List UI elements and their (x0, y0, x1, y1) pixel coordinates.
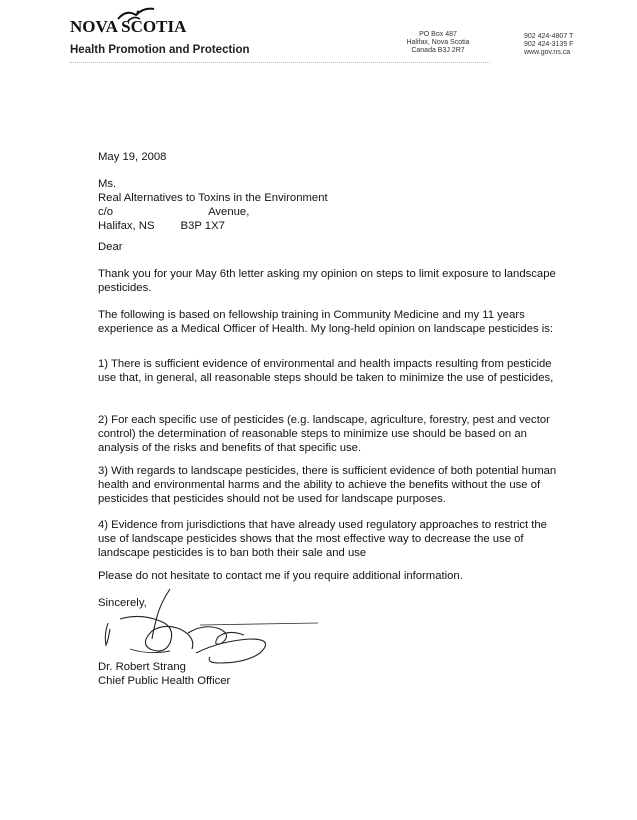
letterhead-contact (524, 33, 604, 57)
signer-title: Chief Public Health Officer (98, 675, 231, 687)
body-paragraph: 1) There is sufficient evidence of environmental and health impacts resulting from pesticide use that, in general, all reasonable steps should be taken to minimize the use of pesticides, (98, 358, 554, 384)
address-line: Canada B3J 2R7 (411, 47, 465, 54)
address-line: PO Box 487 (419, 31, 457, 38)
address-line: Halifax, Nova Scotia (406, 39, 470, 46)
body-paragraph: 3) With regards to landscape pesticides, there is sufficient evidence of both potential human health and environmental harms and the ability to achieve the benefits without the use of pesticides that pesticides should not be used for landscape purposes. (98, 465, 557, 505)
nova-scotia-logo (70, 5, 220, 45)
letter-date: May 19, 2008 (98, 151, 167, 163)
recipient-city-line (98, 219, 225, 233)
department-name: Health Promotion and Protection (70, 44, 250, 56)
body-paragraph: Thank you for your May 6th letter asking my opinion on steps to limit exposure to landscape pesticides. (98, 268, 556, 294)
letter-greeting: Dear (98, 241, 123, 253)
recipient-street-line (98, 205, 249, 219)
recipient-salutation: Ms. (98, 178, 117, 190)
signer-name: Dr. Robert Strang (98, 661, 186, 673)
contact-phone: 902 424-4807 T (524, 33, 574, 40)
letterhead-address (388, 31, 488, 55)
sign-off: Sincerely, (98, 597, 147, 609)
body-paragraph: 4) Evidence from jurisdictions that have already used regulatory approaches to restrict the use of landscape pesticides shows that the most effective way to decrease the use of landscape pesticides is to ban both their sale and use (98, 519, 547, 559)
recipient-care-of: c/o (98, 206, 114, 218)
recipient-street: Avenue, (208, 206, 250, 218)
recipient-postal-code: B3P 1X7 (180, 220, 225, 232)
closing-note: Please do not hesitate to contact me if you require additional information. (98, 570, 463, 582)
recipient-organization: Real Alternatives to Toxins in the Environment (98, 192, 328, 204)
logo-wordmark: NOVA SCOTIA (70, 17, 187, 36)
contact-website: www.gov.ns.ca (524, 49, 571, 56)
letterhead-divider (70, 62, 490, 63)
body-paragraph: The following is based on fellowship training in Community Medicine and my 11 years experience as a Medical Officer of Health. My long-held opinion on landscape pesticides is: (98, 309, 554, 335)
body-paragraph: 2) For each specific use of pesticides (e.g. landscape, agriculture, forestry, pest and vector control) the determination of reasonable steps to minimize use should be based on an analysis of the risks and benefits of that specific use. (98, 414, 550, 454)
contact-fax: 902 424-3135 F (524, 41, 574, 48)
recipient-city: Halifax, NS (98, 220, 155, 232)
